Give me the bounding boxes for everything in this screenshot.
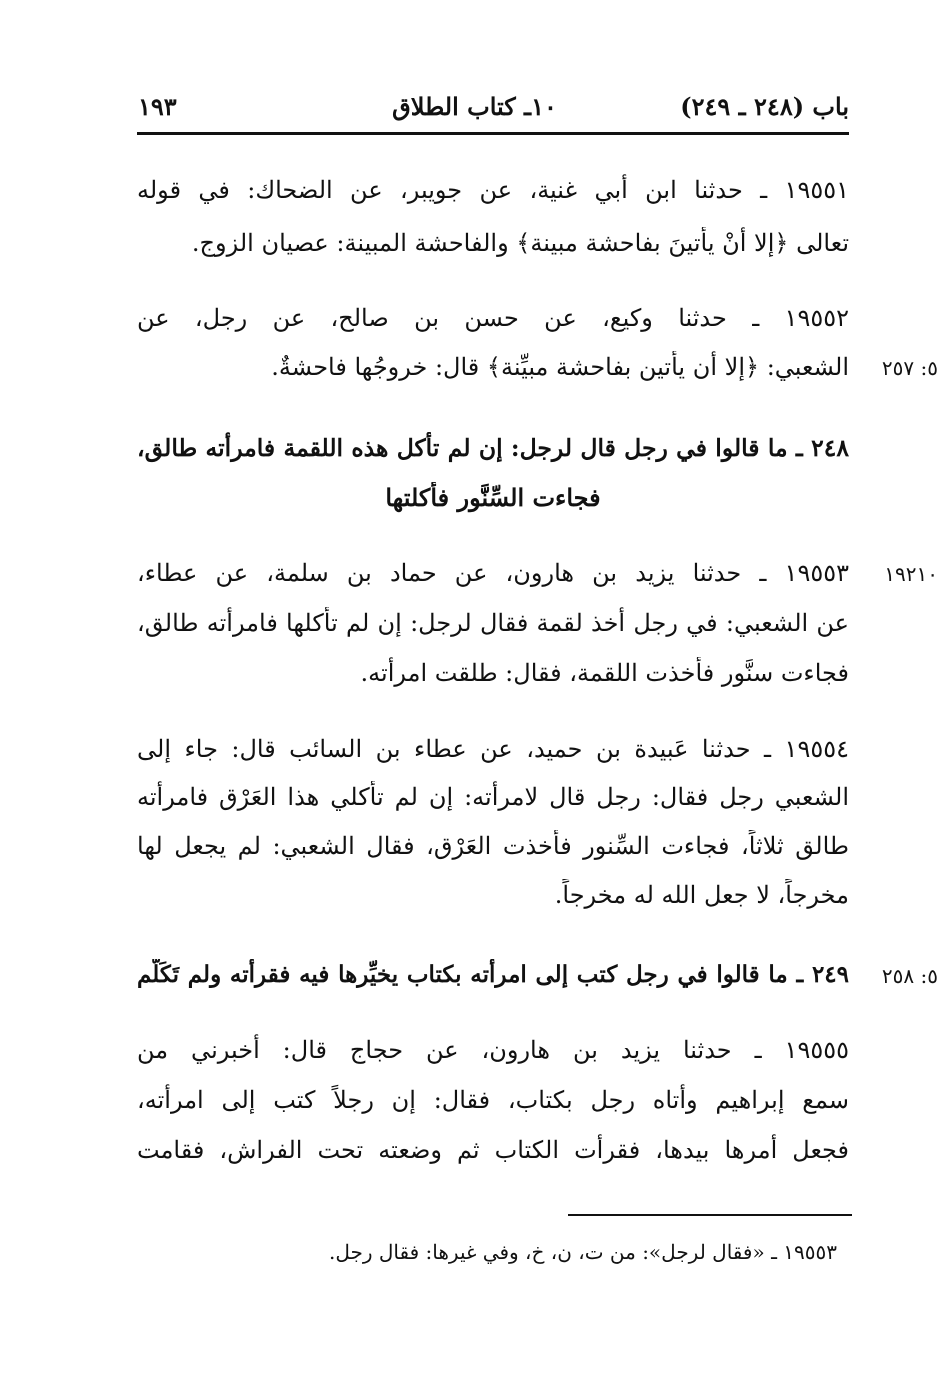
page-number: ١٩٣ [138, 92, 177, 121]
hadith-19555-line-1: ١٩٥٥٥ ـ حدثنا يزيد بن هارون، عن حجاج قال: أخبرني من [137, 1036, 849, 1064]
hadith-19552-line-1: ١٩٥٥٢ ـ حدثنا وكيع، عن حسن بن صالح، عن رجل، عن [137, 304, 849, 332]
hadith-19551-line-2: تعالى ﴿إلا أنْ يأتينَ بفاحشة مبينة﴾ والفاحشة المبينة: عصيان الزوج. [191, 229, 849, 257]
book-title: ١٠ـ كتاب الطلاق [392, 92, 557, 121]
chapter-248-heading-line-1: ٢٤٨ ـ ما قالوا في رجل قال لرجل: إن لم تأكل هذه اللقمة فامرأته طالق، [137, 434, 849, 462]
hadith-19555-line-2: سمع إبراهيم وأتاه رجل بكتاب، فقال: إن رجلاً كتب إلى امرأته، [137, 1086, 849, 1114]
hadith-19553-line-3: فجاءت سنَّور فأخذت اللقمة، فقال: طلقت امرأته. [360, 659, 849, 687]
chapter-range: باب (٢٤٨ ـ ٢٤٩) [680, 92, 849, 121]
chapter-248-heading-line-2: فجاءت السِّنَّور فأكلتها [385, 483, 601, 512]
hadith-19553-line-1: ١٩٥٥٣ ـ حدثنا يزيد بن هارون، عن حماد بن سلمة، عن عطاء، [137, 559, 849, 587]
chapter-249-heading: ٢٤٩ ـ ما قالوا في رجل كتب إلى امرأته بكتاب يخيِّرها فيه فقرأته ولم تَكَلَّم [137, 961, 849, 988]
hadith-19554-line-4: مخرجاً، لا جعل الله له مخرجاً. [554, 881, 849, 909]
margin-ref-19210: ١٩٢١٠ [884, 562, 938, 586]
margin-ref-258: ٥: ٢٥٨ [881, 964, 938, 988]
hadith-19555-line-3: فجعل أمرها بيدها، فقرأت الكتاب ثم وضعته تحت الفراش، فقامت [137, 1136, 849, 1164]
footnote-rule [568, 1214, 852, 1216]
hadith-19554-line-1: ١٩٥٥٤ ـ حدثنا عَبيدة بن حميد، عن عطاء بن السائب قال: جاء إلى [137, 735, 849, 763]
footnote: ١٩٥٥٣ ـ «فقال لرجل»: من ت، ن، خ، وفي غيرها: فقال رجل. [328, 1240, 837, 1264]
margin-ref-257: ٥: ٢٥٧ [881, 356, 938, 380]
hadith-19552-line-2: الشعبي: ﴿إلا أن يأتين بفاحشة مبيِّنة﴾ قال: خروجُها فاحشةٌ. [271, 353, 849, 381]
hadith-19551-line-1: ١٩٥٥١ ـ حدثنا ابن أبي غنية، عن جويبر، عن الضحاك: في قوله [137, 176, 849, 204]
hadith-19554-line-3: طالق ثلاثاً، فجاءت السِّنور فأخذت العَرْق، فقال الشعبي: لم يجعل لها [137, 832, 849, 860]
hadith-19553-line-2: عن الشعبي: في رجل أخذ لقمة فقال لرجل: إن لم تأكلها فامرأته طالق، [137, 609, 849, 637]
hadith-19554-line-2: الشعبي رجل فقال: رجل قال لامرأته: إن لم تأكلي هذا العَرْق فامرأته [137, 783, 849, 811]
header-rule [137, 132, 849, 135]
